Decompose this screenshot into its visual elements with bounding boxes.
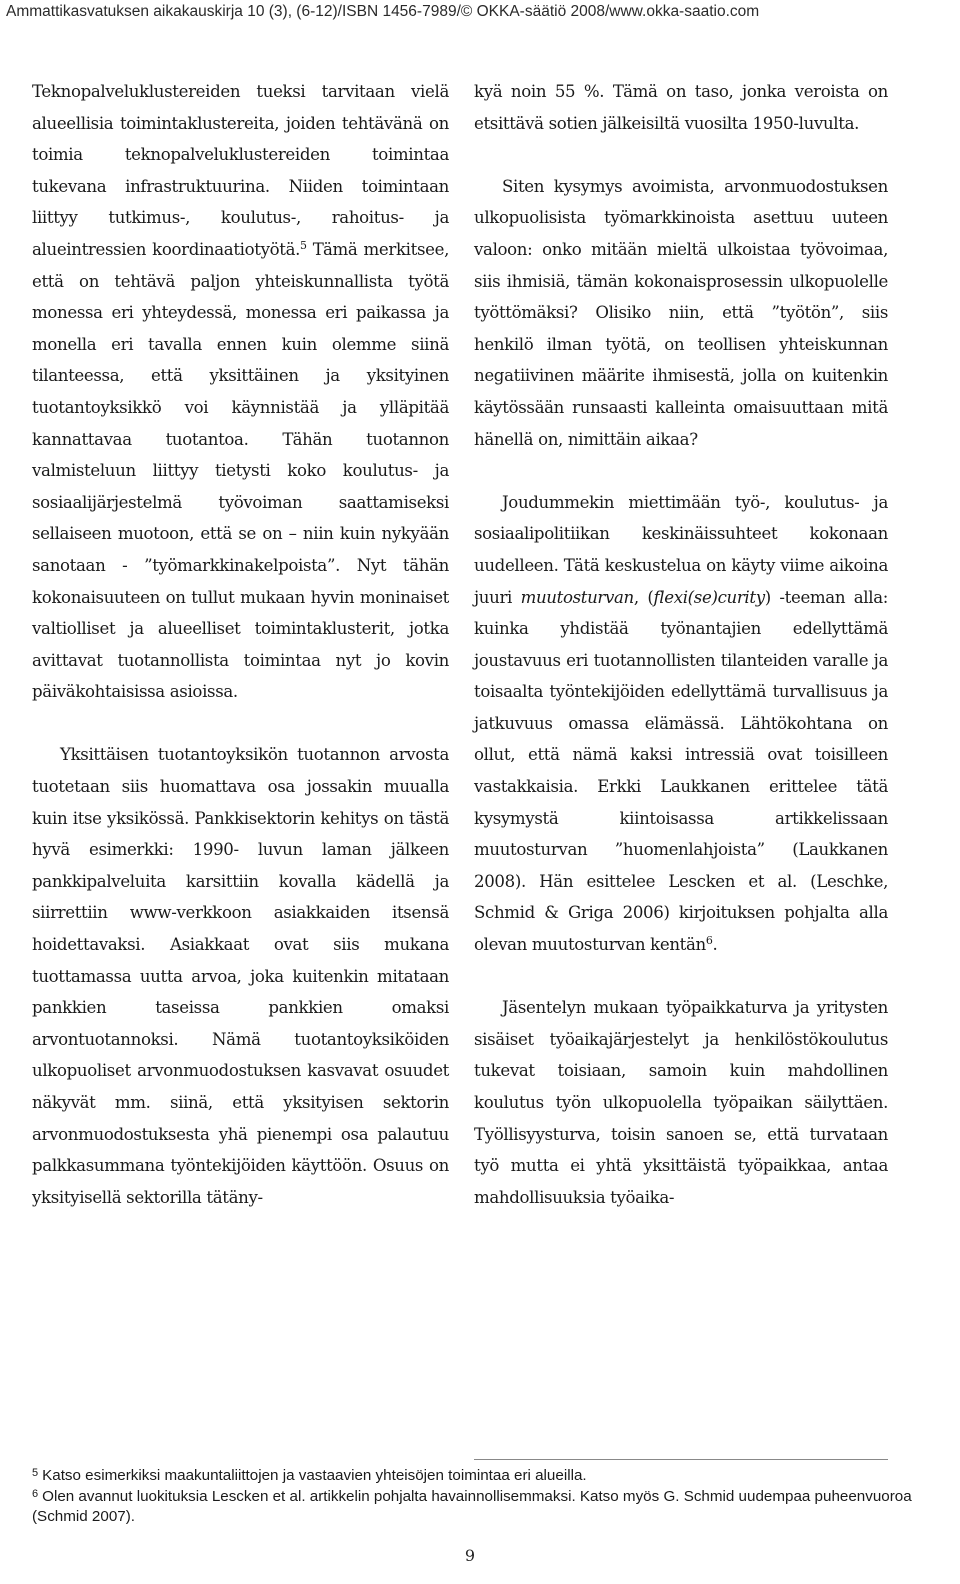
- left-column: [32, 76, 449, 1213]
- footnote-ref: 6: [705, 934, 713, 948]
- paragraph-text: ) -teeman alla: kuinka yhdistää työnantajien edellyttämä joustavuus eri tuotannollisten tilanteiden varalle ja toisaalta työntekijöiden edellyttämä turvallisuus ja jatkuvuus omassa elämässä. Lähtökohtana on ollut, että nämä kaksi intressiä ovat toisilleen vastakkaisia. Erkki Laukkanen erittelee tätä kysymystä kiintoisassa artikkelissaan muutosturvan ”huomenlahjoista” (Laukkanen 2008). Hän esittelee Lescken et al. (Leschke, Schmid & Griga 2006) kirjoituksen pohjalta alla olevan muutosturvan kentän: [474, 587, 888, 955]
- footnote-text: Olen avannut luokituksia Lescken et al. artikkelin pohjalta havainnollisemmaksi. Katso myös G. Schmid uudempaa puheenvuoroa (Schmid 2007).: [32, 1487, 912, 1525]
- paragraph: [32, 739, 449, 1213]
- footnote: [32, 1487, 912, 1528]
- emphasis-text: muutosturvan: [520, 587, 634, 607]
- paragraph-text: , (: [633, 587, 654, 607]
- footnote-text: Katso esimerkiksi maakuntaliittojen ja vastaavien yhteisöjen toimintaa eri alueilla.: [42, 1467, 587, 1484]
- paragraph-text: .: [712, 935, 718, 955]
- footnote: [32, 1466, 912, 1487]
- header-text: Ammattikasvatuksen aikakauskirja 10 (3), (6-12)/ISBN 1456-7989/© OKKA-säätiö 2008/www.okka-saatio.com: [6, 3, 760, 20]
- running-header: [0, 0, 960, 24]
- paragraph-text: Teknopalveluklustereiden tueksi tarvitaan vielä alueellisia toimintaklustereita, joiden tehtävänä on toimia teknopalveluklustereiden toimintaa tukevana infrastruktuurina. Niiden toimintaan liittyy tutkimus-, koulutus-, rahoitus- ja alueintressien koordinaatiotyötä.: [32, 82, 449, 259]
- paragraph: [474, 76, 888, 139]
- paragraph-text: Joudummekin miettimään työ-, koulutus- ja sosiaalipolitiikan keskinäissuhteet kokonaan uudelleen. Tätä keskustelua on käyty viime aikoina juuri: [474, 492, 888, 607]
- page-number: 9: [464, 1546, 476, 1565]
- footnote-divider: [474, 1459, 888, 1460]
- footnotes: [32, 1466, 912, 1528]
- paragraph: [474, 487, 888, 961]
- emphasis-text: flexi(se)curity: [653, 587, 765, 607]
- paragraph: [474, 171, 888, 455]
- paragraph: [32, 76, 449, 708]
- right-column: [474, 76, 888, 1213]
- paragraph-text: kyä noin 55 %. Tämä on taso, jonka veroista on etsittävä sotien jälkeisiltä vuosilta 1950-luvulta.: [474, 82, 888, 133]
- paragraph: [474, 992, 888, 1213]
- footnote-number: 5: [32, 1467, 39, 1479]
- footnote-number: 6: [32, 1487, 39, 1500]
- paragraph-text: Tämä merkitsee, että on tehtävä paljon yhteiskunnallista työtä monessa eri yhteydessä, monessa eri paikassa ja monella eri tavalla ennen kuin olemme siinä tilanteessa, että yksittäinen ja yksityinen tuotantoyksikkö voi käynnistää ja ylläpitää kannattavaa tuotantoa. Tähän tuotannon valmisteluun liittyy tietysti koko koulutus- ja sosiaalijärjestelmä työvoiman saattamiseksi sellaiseen muotoon, että se on – niin kuin nykyään sanotaan - ”työmarkkinakelpoista”. Nyt tähän kokonaisuuteen on tullut mukaan hyvin moninaiset valtiolliset ja alueelliset toimintaklusterit, jotka avittavat tuotannollista toimintaa nyt jo kovin päiväkohtaisissa asioissa.: [32, 239, 449, 702]
- footnote-ref: 5: [300, 238, 307, 252]
- paragraph-text: Jäsentelyn mukaan työpaikkaturva ja yritysten sisäiset työaikajärjestelyt ja henkilöstökoulutus tukevat toisiaan, samoin kuin mahdollinen koulutus työn ulkopuolella työpaikan säilyttäen. Työllisyysturva, toisin sanoen se, että turvataan työ mutta ei yhtä yksittäistä työpaikkaa, antaa mahdollisuuksia työaika-: [474, 998, 888, 1207]
- paragraph-text: Yksittäisen tuotantoyksikön tuotannon arvosta tuotetaan siis huomattava osa jossakin muualla kuin itse yksikössä. Pankkisektorin kehitys on tästä hyvä esimerkki: 1990- luvun laman jälkeen pankkipalveluita karsittiin kovalla kädellä ja siirrettiin www-verkkoon asiakkaiden itsensä hoidettavaksi. Asiakkaat ovat siis mukana tuottamassa uutta arvoa, joka kuitenkin mitataan pankkien taseissa pankkien omaksi arvontuotannoksi. Nämä tuotantoyksiköiden ulkopuoliset arvonmuodostuksen kasvavat osuudet näkyvät mm. siinä, että yksityisen sektorin arvonmuodostuksesta yhä pienempi osa palautuu palkkasummana työntekijöiden käyttöön. Osuus on yksityisellä sektorilla tätäny-: [32, 745, 449, 1207]
- paragraph-text: Siten kysymys avoimista, arvonmuodostuksen ulkopuolisista työmarkkinoista asettuu uuteen valoon: onko mitään mieltä ulkoistaa työvoimaa, siis ihmisiä, tämän kokonaisprosessin ulkopuolelle työttömäksi? Olisiko niin, että ”työtön”, siis henkilö ilman työtä, on teollisen yhteiskunnan negatiivinen määrite ihmisestä, jolla on kuitenkin käytössään runsaasti kalleinta omaisuuttaan mitä hänellä on, nimittäin aikaa?: [474, 176, 888, 449]
